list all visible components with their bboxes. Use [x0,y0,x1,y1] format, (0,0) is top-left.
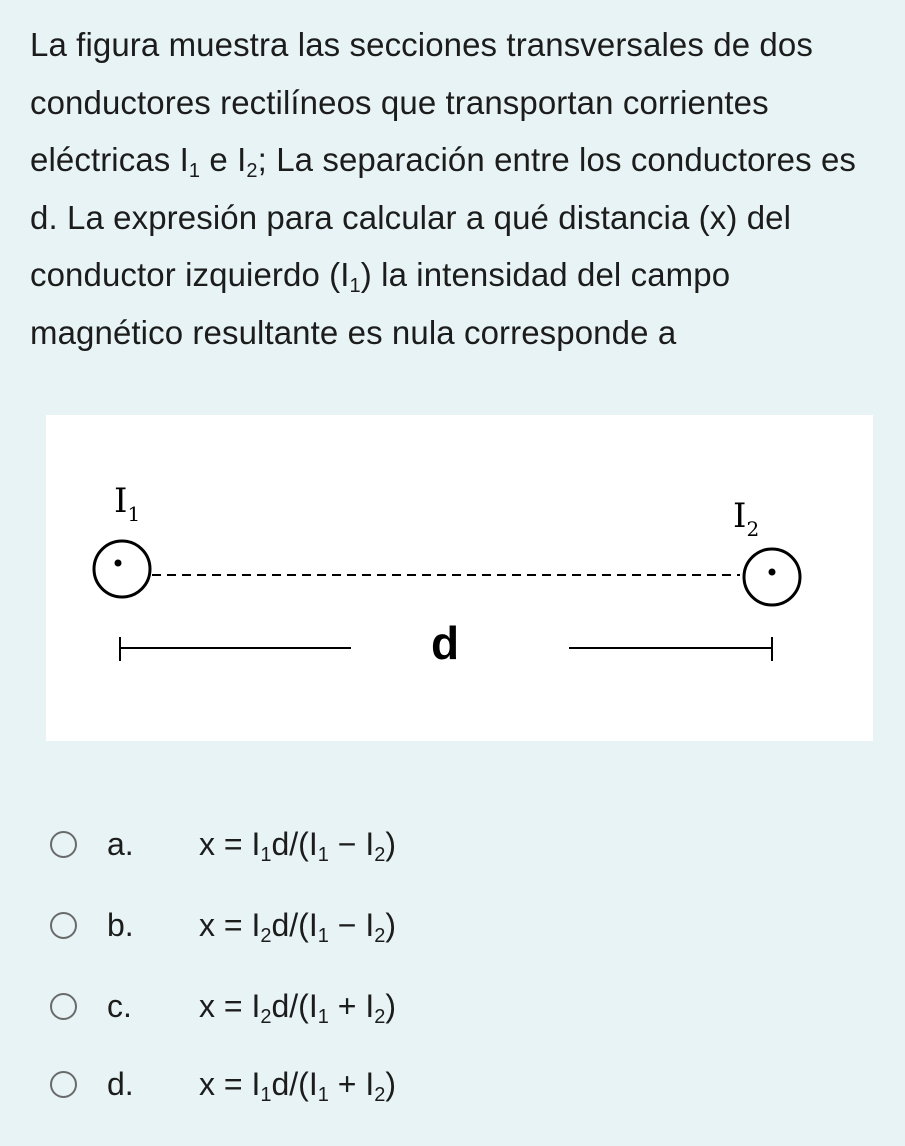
conductor-left [94,541,150,597]
radio-circle-icon[interactable] [50,1071,77,1098]
option-letter: c. [107,987,132,1024]
option-b[interactable] [50,900,750,950]
option-expression: $x = I_1d/(I_1 + I_2)$ [199,1065,396,1106]
option-c[interactable] [50,981,750,1031]
option-a[interactable] [50,819,750,869]
option-expression: $x = I_2d/(I_1 + I_2)$ [199,987,396,1028]
option-expression: $x = I_1d/(I_1 - I_2)$ [199,825,396,866]
option-letter: a. [107,825,134,862]
conductors-figure [46,415,873,741]
conductor-right [744,549,800,605]
label-i2: $I_2$ [733,496,760,541]
question-text: La figura muestra las secciones transversales de dos conductores rectilíneos que transportan corrientes eléctricas $I_1$ e $I_2$; La separación entre los conductores es d. La expresión para calcular a qué distancia (x) del conductor izquierdo $(I_1)$ la intensidad del campo magnético resultante es nula corresponde a [30,26,857,351]
radio-circle-icon[interactable] [50,993,77,1020]
radio-circle-icon[interactable] [50,912,77,939]
option-d[interactable] [50,1059,750,1109]
conductors-diagram [46,415,873,741]
option-letter: d. [107,1065,134,1102]
option-expression: $x = I_2d/(I_1 - I_2)$ [199,906,396,947]
distance-label: d [431,617,460,669]
option-letter: b. [107,906,134,943]
label-i1: $I_1$ [114,481,141,526]
radio-circle-icon[interactable] [50,831,77,858]
